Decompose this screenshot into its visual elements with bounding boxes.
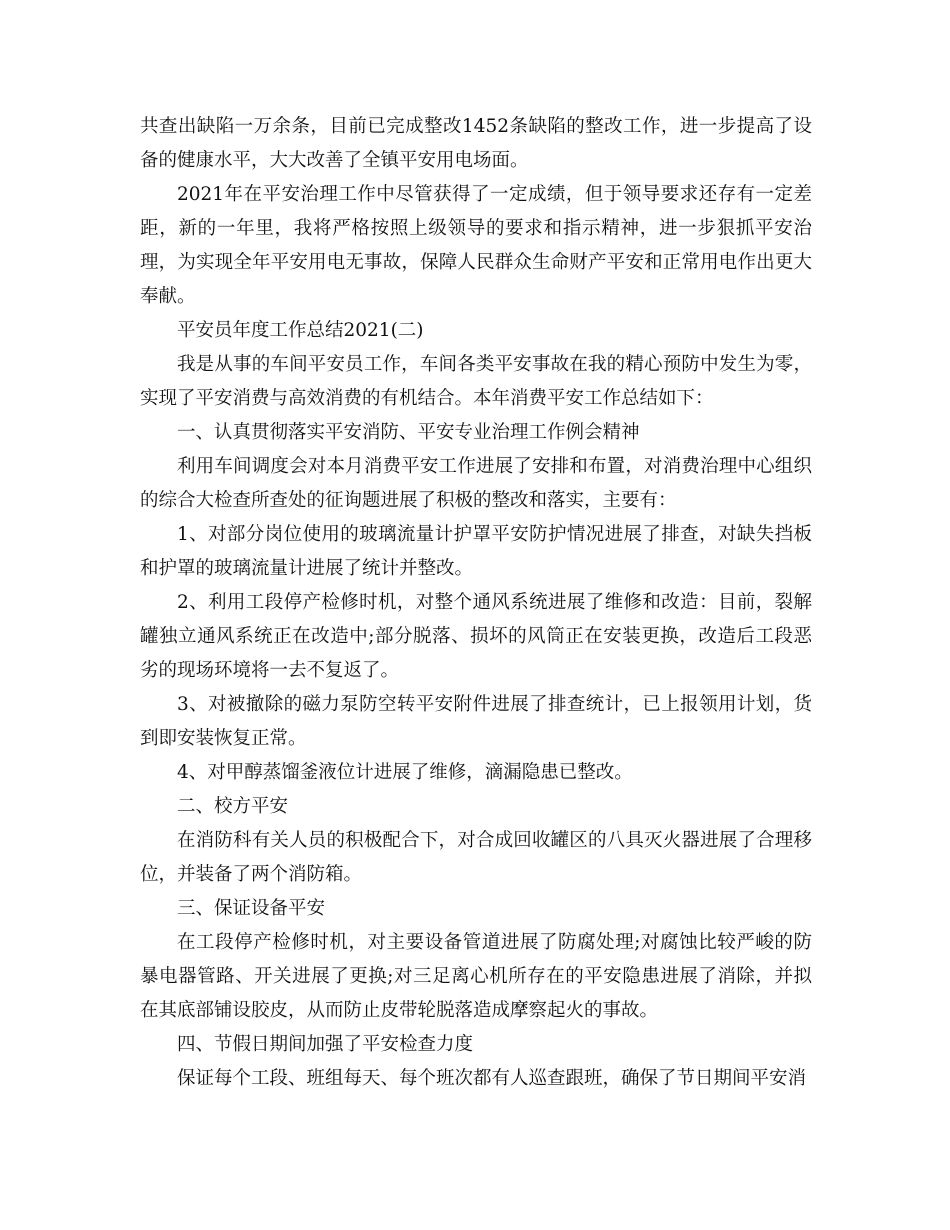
paragraph: 保证每个工段、班组每天、每个班次都有人巡查跟班，确保了节日期间平安消: [177, 1068, 807, 1089]
list-item: 3、对被撤除的磁力泵防空转平安附件进展了排查统计，已上报领用计划，货到即安装恢复正常。: [140, 694, 812, 749]
document-body: [140, 110, 812, 1096]
section-heading: 三、保证设备平安: [177, 898, 326, 919]
paragraph: 在消防科有关人员的积极配合下，对合成回收罐区的八具灭火器进展了合理移位，并装备了两个消防箱。: [140, 830, 812, 885]
section-heading: 四、节假日期间加强了平安检查力度: [177, 1034, 474, 1055]
paragraph: 我是从事的车间平安员工作，车间各类平安事故在我的精心预防中发生为零，实现了平安消费与高效消费的有机结合。本年消费平安工作总结如下：: [140, 354, 812, 409]
paragraph: 共查出缺陷一万余条，目前已完成整改1452条缺陷的整改工作，进一步提高了设备的健康水平，大大改善了全镇平安用电场面。: [140, 116, 812, 171]
section-title: 平安员年度工作总结2021(二): [177, 320, 424, 341]
paragraph: 2021年在平安治理工作中尽管获得了一定成绩，但于领导要求还存有一定差距，新的一年里，我将严格按照上级领导的要求和指示精神，进一步狠抓平安治理，为实现全年平安用电无事故，保障人民群众生命财产平安和正常用电作出更大奉献。: [140, 184, 812, 307]
list-item: 2、利用工段停产检修时机，对整个通风系统进展了维修和改造：目前，裂解罐独立通风系统正在改造中;部分脱落、损坏的风筒正在安装更换，改造后工段恶劣的现场环境将一去不复返了。: [140, 592, 812, 681]
list-item: 4、对甲醇蒸馏釜液位计进展了维修，滴漏隐患已整改。: [177, 762, 633, 783]
paragraph: 在工段停产检修时机，对主要设备管道进展了防腐处理;对腐蚀比较严峻的防暴电器管路、开关进展了更换;对三足离心机所存在的平安隐患进展了消除，并拟在其底部铺设胶皮，从而防止皮带轮脱落造成摩察起火的事故。: [140, 932, 812, 1021]
section-heading: 一、认真贯彻落实平安消防、平安专业治理工作例会精神: [177, 422, 640, 443]
list-item: 1、对部分岗位使用的玻璃流量计护罩平安防护情况进展了排查，对缺失挡板和护罩的玻璃流量计进展了统计并整改。: [140, 524, 812, 579]
section-heading: 二、校方平安: [177, 796, 289, 817]
paragraph: 利用车间调度会对本月消费平安工作进展了安排和布置，对消费治理中心组织的综合大检查所查处的征询题进展了积极的整改和落实，主要有：: [140, 456, 812, 511]
